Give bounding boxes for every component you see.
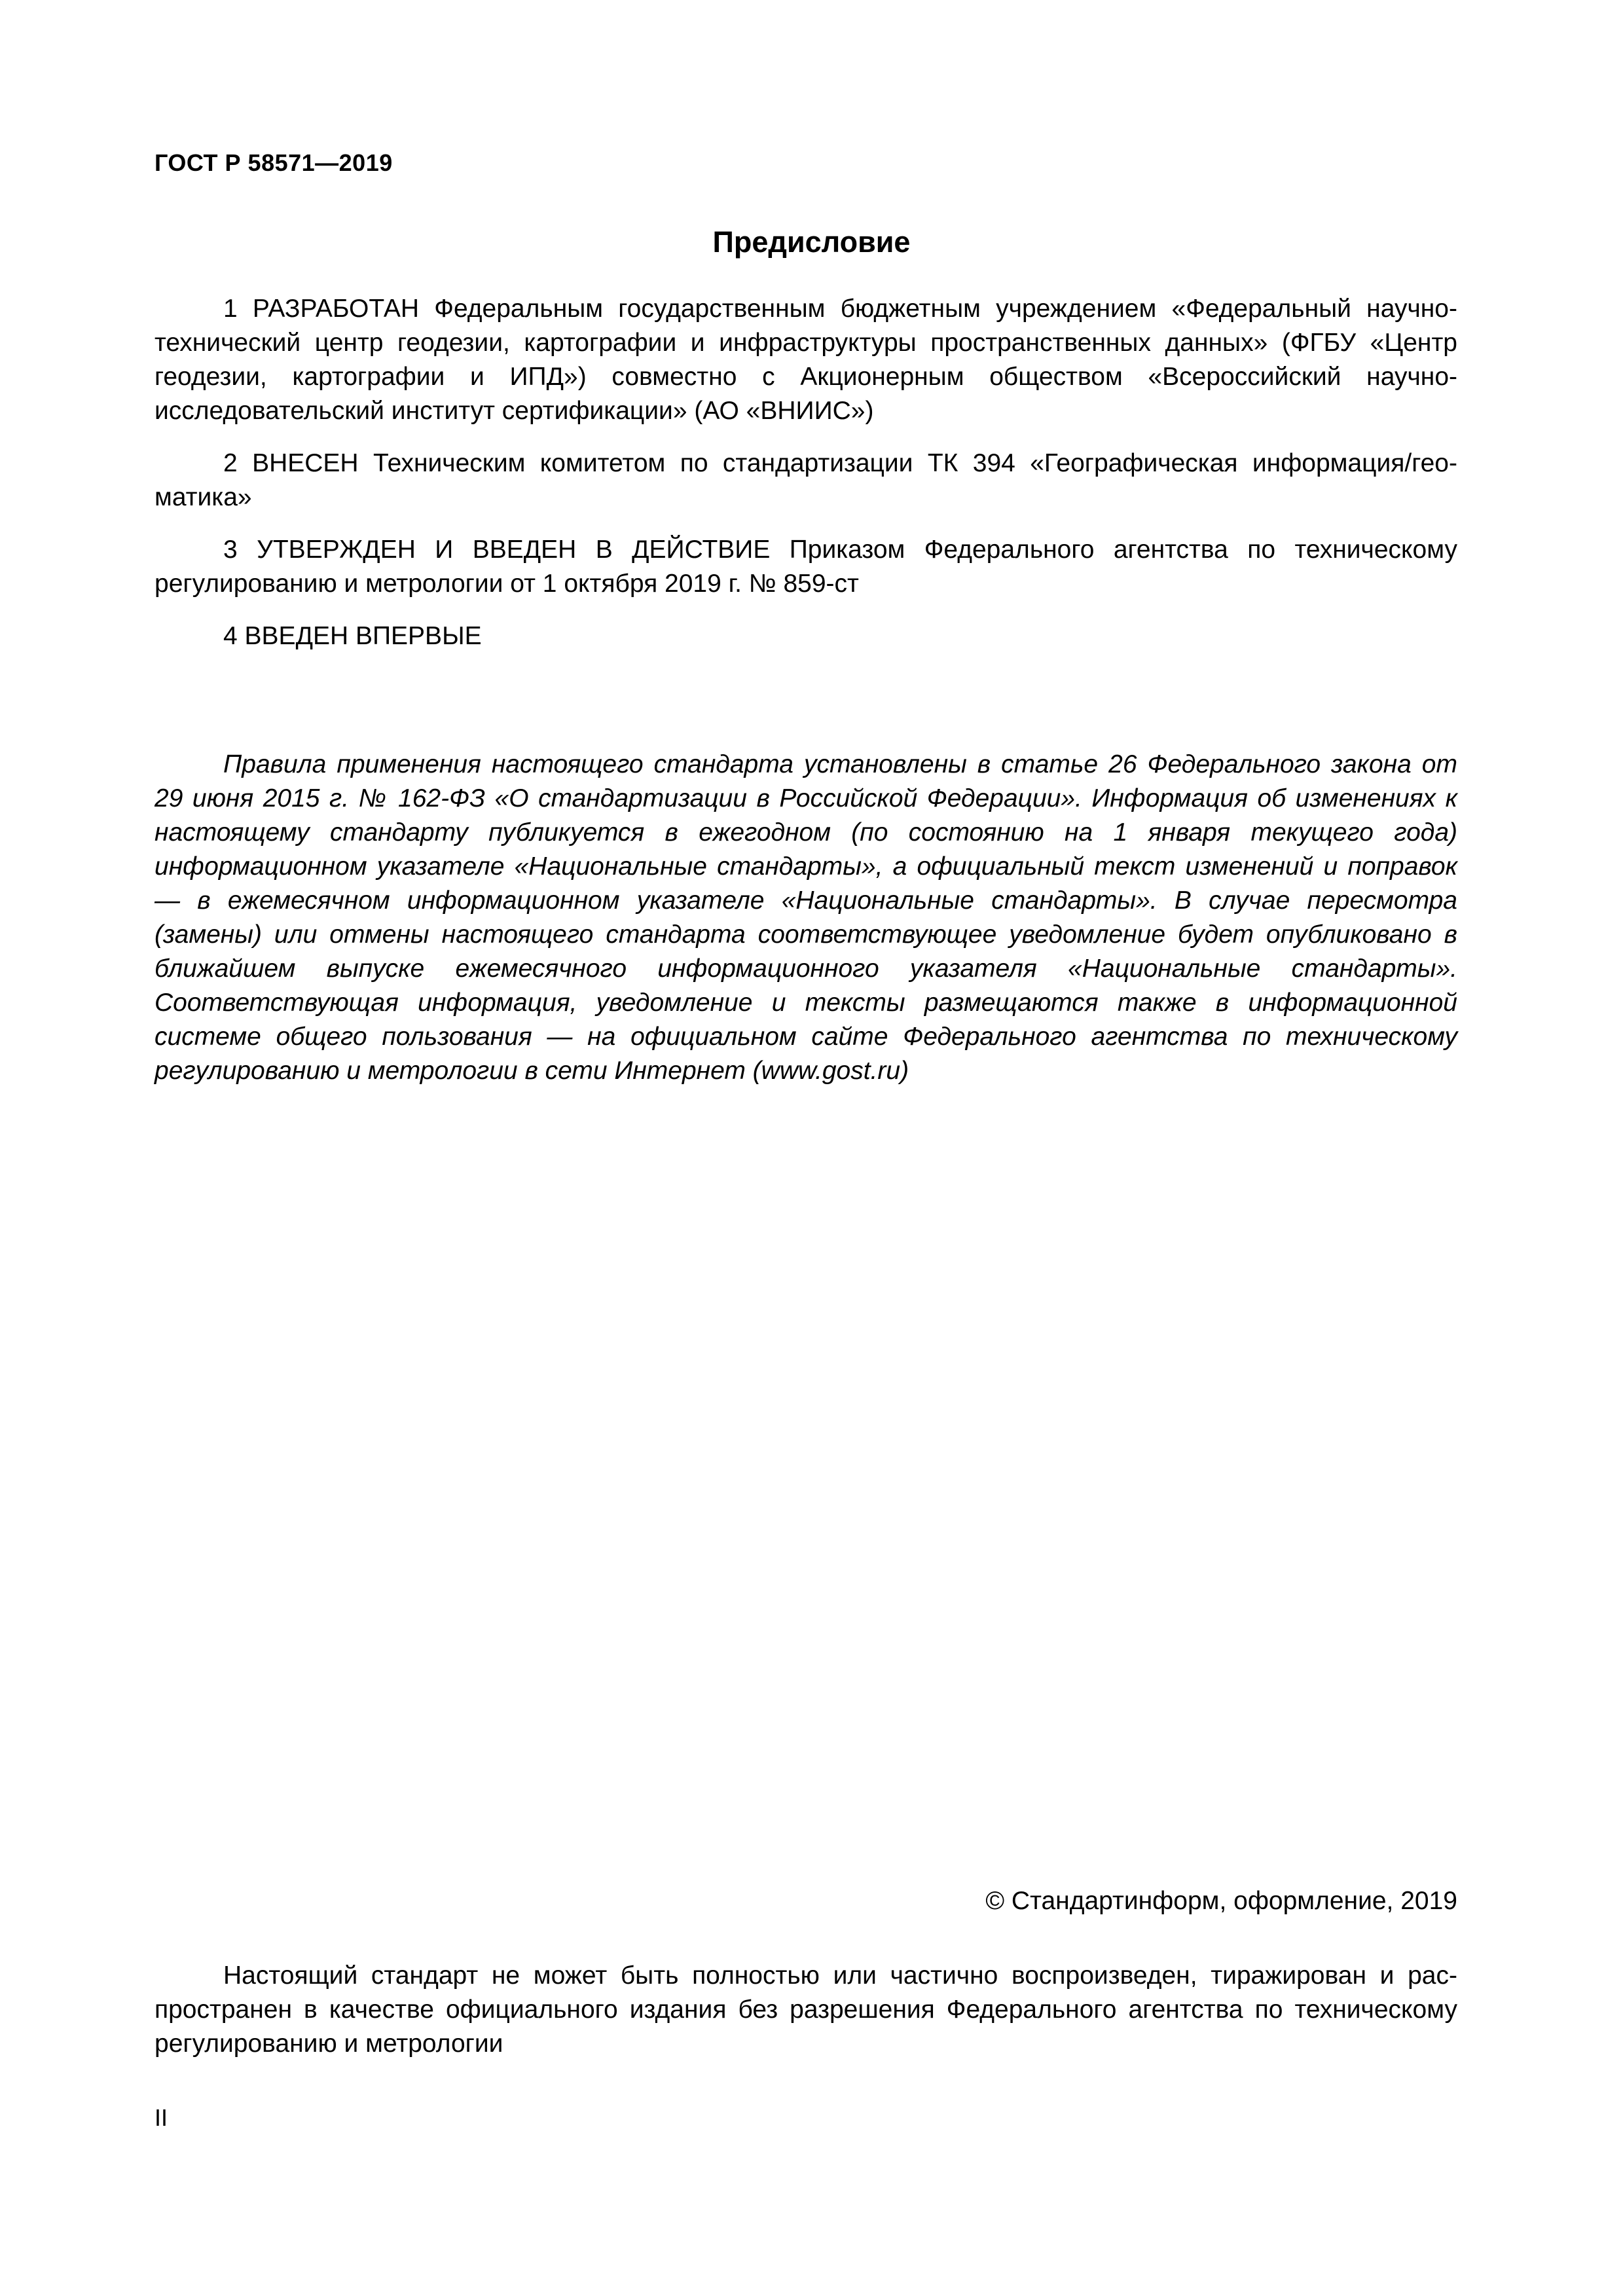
rules-notice-text: Правила применения настоящего стандарта установлены в статье 26 Федерального закона от 29 июня 2015 г. № 162-ФЗ «О стандартизации в Российской Федерации». Информация об изменениях к настоящему стандарту публикуется в ежегодном (по состоянию на 1 января текущего года) информационном указателе «Национальные стандарты», а официальный текст изменений и поправок — в ежемесячном информационном указателе «Национальные стандарты». В случае пересмотра (замены) или отмены настоящего стандарта соответствующее уведомление будет опубликовано в ближайшем выпуске ежемесячного информационного указателя «Национальные стандарты». Соответствующая информация, уведомление и тексты размещаются также в информационной системе общего пользования — на официальном сайте Федерального агентства по техническому регулированию и метрологии в сети Интернет (www.gost.ru): [155, 750, 1457, 1085]
copyright-line: © Стандартинформ, оформление, 2019: [985, 1887, 1457, 1915]
standard-code: ГОСТ Р 58571—2019: [155, 149, 393, 176]
foreword-item-2: [155, 446, 1457, 515]
page-title: Предисловие: [712, 225, 911, 259]
reproduction-notice-text: Настоящий стандарт не может быть полностью или частично воспроизведен, тиражирован и распространен в качестве официального издания без разрешения Федерального агентства по техническому регулированию и метрологии: [155, 1961, 1457, 2058]
rules-notice: [155, 748, 1457, 1088]
foreword-item-text: 3 УТВЕРЖДЕН И ВВЕДЕН В ДЕЙСТВИЕ Приказом Федерального агентства по техническому регулированию и метрологии от 1 октября 2019 г. № 859-ст: [155, 536, 1457, 598]
foreword-item-text: 4 ВВЕДЕН ВПЕРВЫЕ: [223, 622, 482, 650]
foreword-item-1: [155, 292, 1457, 428]
foreword-item-3: [155, 533, 1457, 601]
reproduction-notice: [155, 1959, 1457, 2061]
foreword-item-text: 1 РАЗРАБОТАН Федеральным государственным бюджетным учреждением «Федеральный научно-технический центр геодезии, картографии и инфраструктуры пространственных данных» (ФГБУ «Центр геодезии, картографии и ИПД») совместно с Акционерным обществом «Всероссийский научно-исследовательский институт сертификации» (АО «ВНИИС»): [155, 295, 1457, 425]
foreword-item-text: 2 ВНЕСЕН Техническим комитетом по стандартизации ТК 394 «Географическая информация/геоматика»: [155, 449, 1457, 511]
page-number: II: [155, 2104, 168, 2131]
foreword-item-4: [155, 619, 1457, 653]
